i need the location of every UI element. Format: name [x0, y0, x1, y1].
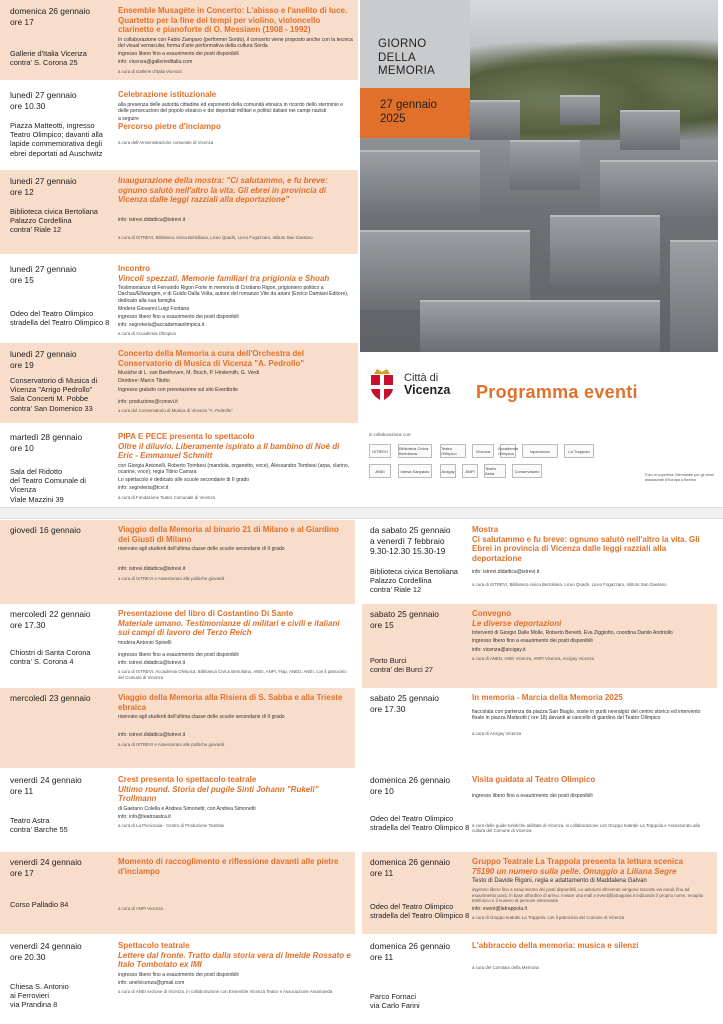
event-place: via Prandina 8 [10, 1000, 58, 1010]
event-subtitle: 75190 un numero sulla pelle. Omaggio a Liliana Segre [472, 866, 677, 876]
logo-bertoliana: Biblioteca Civica Bertoliana [398, 444, 432, 458]
event-title: Celebrazione istituzionale [118, 90, 217, 99]
event-body [472, 775, 712, 834]
logo-anei: ANEI [369, 464, 391, 478]
event-info[interactable]: info: istrevi.didattica@istrevi.it [118, 566, 186, 573]
event-time: ore 17 [10, 867, 34, 878]
event-body [118, 693, 351, 747]
event-organizer: a cura di ANPI Vicenza [118, 906, 163, 912]
event-meta [370, 693, 470, 714]
collab-label: in collaborazione con: [369, 432, 412, 437]
memorial-block [470, 100, 520, 140]
event-text: Lo spettacolo è dedicato alle scuole secondarie di II grado [118, 477, 250, 484]
event-organizer: a cura di Gallerie d'Italia Vicenza [118, 68, 182, 74]
event-card [0, 343, 358, 423]
event-body [118, 525, 351, 581]
event-time: a venerdì 7 febbraio [370, 535, 445, 546]
event-body [118, 775, 351, 829]
event-subtitle: Lettere dal fronte. Tratto dalla storia vera di Imelde Rossato e Italo Tombolato ex IMI [118, 950, 351, 970]
city-name [404, 372, 450, 396]
event-text: di Gaetano Colella e Andrea Simonetti; con Andrea Simonetti [118, 805, 256, 812]
logo-lapecionea: lapecionea [522, 444, 558, 458]
memorial-block [360, 150, 480, 220]
event-place: contra' Barche 55 [10, 825, 68, 835]
logo-teatro-olimpico: Teatro Olimpico [440, 444, 466, 458]
logo-anpi: ANPI [462, 464, 478, 478]
event-time: ore 19 [10, 359, 34, 370]
event-card [0, 0, 358, 80]
hero-title-line: GIORNO [378, 38, 427, 50]
event-place: Chiostri di Santa Corona [10, 648, 91, 657]
event-title: Gruppo Teatrale La Trappola presenta la lettura scenica [472, 857, 684, 866]
event-date: domenica 26 gennaio [370, 857, 451, 867]
event-text: Testimonianze di Fernando Rigon Forte in memoria di Cristiano Rigon, prigioniero politico a Dachau/Ellwangen, e di Guido Dalla Volta, autore del romanzo Vite da ariani (Enrico Damiani Editore), dedicato alla sua famiglia. [118, 285, 349, 304]
event-place: Porto Burci [370, 656, 407, 665]
event-info[interactable]: info: istrevi.didattica@istrevi.it [118, 732, 186, 739]
hero-photo [360, 0, 718, 352]
event-date: domenica 26 gennaio [10, 6, 91, 16]
memorial-block [560, 95, 600, 125]
event-date: martedì 28 gennaio [10, 432, 83, 442]
event-title: Crest presenta lo spettacolo teatrale [118, 775, 257, 784]
event-place: Parco Fornaci [370, 992, 417, 1001]
event-info[interactable]: info: info@teatroastra.it [118, 813, 171, 820]
memorial-block [510, 140, 580, 190]
event-title: Visita guidata al Teatro Olimpico [472, 775, 596, 784]
logo-conservatorio: Conservatorio [512, 464, 542, 478]
event-text: ingresso libero fino a esaurimento dei posti disponibili [118, 314, 239, 320]
program-header [360, 352, 718, 506]
event-text: alla presenza delle autorità cittadine ed esponenti della comunità ebraica in ricordo dello sterminio e delle persecuzioni del popolo ebraico e dei deportati militari e politici italiani nei campi nazisti [118, 101, 344, 114]
event-subtitle: Ultimo round. Storia del pugile Sinti Johann "Rukeli" Trollmann [118, 784, 319, 804]
memorial-block [420, 300, 660, 352]
event-meta [370, 941, 470, 1010]
event-text: ingresso libero fino a esaurimento dei posti disponibili [118, 971, 239, 978]
event-time: ore 10 [10, 442, 34, 453]
event-info[interactable]: info: vicenza@arcigay.it [472, 646, 526, 653]
event-card [0, 936, 355, 1024]
event-text: ingresso libero fino a esaurimento dei posti disponibili. Le adesioni all'evento vengono raccolte via email, fino ad esaurimento posti, in base all'ordine di arrivo. Inviare una mail a event@latrappola.it indicando il proprio nome, recapito telefonico e il numero di persone interessate [472, 887, 704, 904]
event-card [0, 852, 355, 934]
event-body [118, 264, 354, 337]
event-title: Mostra [472, 525, 499, 534]
event-text: Modera Giovanni Luigi Fontana [118, 305, 190, 312]
event-card [0, 604, 355, 688]
event-meta [10, 609, 110, 666]
event-meta [370, 775, 470, 832]
event-place: contra' Riale 12 [370, 584, 422, 594]
logo-accademia: Accademia Olimpica [498, 446, 518, 456]
event-title: Inaugurazione della mostra: "Ci salutammo, e fu breve: ognuno salutò nell'altro la vita. Gli ebrei in provincia di Vicenza dalle leggi razziali alla deportazione" [118, 176, 328, 205]
event-card [0, 84, 358, 166]
logo-arcigay: Arcigay [440, 464, 456, 478]
event-time: ore 11 [10, 785, 34, 796]
event-text: a seguire [118, 116, 139, 122]
event-time: ore 12 [10, 186, 34, 197]
event-card [362, 604, 717, 688]
event-body [118, 90, 354, 145]
event-text: con Giorgia Antonelli, Roberto Tombesi (mandola, organetto, voce), Alessandro Tombesi (arpa, clarino, ocarine, voce); regia Titino Carrara [118, 462, 350, 475]
event-meta [10, 525, 110, 536]
event-organizer: a cura di Gruppo teatrale La Trappola, con il patrocinio del Comune di Vicenza [472, 914, 625, 920]
event-time: ore 15 [370, 619, 394, 630]
event-text: ingresso libero fino a esaurimento dei posti disponibili [118, 651, 239, 658]
hero-title [378, 38, 435, 79]
memorial-block [600, 160, 718, 220]
event-body [118, 6, 354, 74]
event-title-secondary: Percorso pietre d'inciampo [118, 122, 221, 132]
event-organizer: a cura di ISTREVI, Biblioteca civica Bertoliana, Liceo Quadri, Liceo Fogazzaro, Istituto San Gaetano [472, 581, 667, 587]
event-subtitle: Oltre il diluvio. Liberamente ispirato a Il bambino di Noè di Eric - Emmanuel Schmitt [118, 441, 340, 461]
event-organizer: a cura delle guide turistiche abilitate di Vicenza, in collaborazione con Gruppo teatrale La Trappola e Assessorato alla cultura del Comune di Vicenza [472, 822, 700, 834]
event-text: In collaborazione con Fabio Zamparo (performer Sordo), il concerto viene proposto anche con la tecnica del visual vernacular, forma d'arte performativa della cultura Sorda [118, 36, 353, 49]
hero-date-line: 27 gennaio [380, 99, 437, 111]
event-card [362, 520, 717, 604]
event-time: ore 20.30 [10, 951, 46, 962]
event-card [362, 770, 717, 850]
event-date: lunedì 27 gennaio [10, 264, 77, 274]
event-info[interactable]: info: vicenza@gallerieditalia.com [118, 59, 193, 66]
event-place: Sala Concerti M. Pobbe [10, 394, 89, 404]
event-text: riservato agli studenti dell'ultima classe delle scuole secondarie di II grado [118, 714, 285, 721]
event-place: stradella del Teatro Olimpico 8 [370, 911, 470, 921]
event-body [472, 525, 712, 587]
event-time: ore 11 [370, 951, 394, 962]
event-title-cont: Ci salutammo e fu breve: ognuno salutò nell'altro la vita. Gli Ebrei in provincia di Vicenza dalle leggi razziali alla deportazione [472, 534, 700, 563]
event-meta [10, 941, 110, 1010]
event-place: contra' Riale 12 [10, 225, 62, 235]
top-events-column [0, 0, 358, 506]
event-organizer: a cura di ISTREVI e Assessorato alle politiche giovanili [118, 575, 225, 581]
event-title: Presentazione del libro di Costantino Di Sante [118, 609, 294, 618]
event-place: via Carlo Farini [370, 1001, 420, 1011]
event-date: lunedì 27 gennaio [10, 176, 77, 186]
event-date: domenica 26 gennaio [370, 941, 451, 951]
event-place: contra' S. Corona 4 [10, 657, 74, 667]
event-date: venerdì 24 gennaio [10, 775, 82, 785]
hero-date [380, 98, 437, 126]
event-text: Interventi di Giorgio Dalle Molle, Roberto Benetti, Eva Ziggiotto, coordina Danilo Andriollo [472, 630, 673, 637]
event-info[interactable]: info: event@latrappola.it [472, 905, 528, 912]
event-card [362, 936, 717, 1024]
hero-title-line: MEMORIA [378, 65, 436, 77]
event-organizer: a cura di Arcigay Vicenza [472, 731, 522, 736]
event-meta [10, 176, 114, 235]
memorial-block [670, 240, 718, 352]
event-meta [370, 525, 470, 594]
event-subtitle: Vincoli spezzati. Memorie familiari tra prigionia e Shoah [118, 273, 330, 283]
event-place: Piazza Matteotti, ingresso Teatro Olimpico; davanti alla lapide commemorativa degli ebrei deportati ad Auschwitz [10, 121, 103, 158]
event-place: Chiesa S. Antonio [10, 982, 69, 991]
event-text: ingresso libero fino a esaurimento dei posti disponibili [472, 792, 593, 799]
event-title: Spettacolo teatrale [118, 941, 190, 950]
event-card [0, 170, 358, 254]
event-card [0, 688, 355, 768]
logo-la-trappola: La Trappola [564, 444, 594, 458]
event-title: In memoria - Marcia della Memoria 2025 [472, 693, 623, 702]
event-body [118, 176, 354, 240]
event-organizer: a cura dell'Amministrazione comunale di Vicenza [118, 139, 214, 145]
city-crest-icon [369, 368, 395, 402]
citta-di-label: Città di [404, 372, 439, 384]
event-place: stradella del Teatro Olimpico 8 [370, 823, 470, 833]
event-info[interactable]: info: anelvicenza@gmail.com [118, 979, 185, 986]
event-title: Concerto della Memoria a cura dell'Orchestra del Conservatorio di Musica di Vicenza "A. Pedrollo" [118, 349, 305, 368]
event-date: lunedì 27 gennaio [10, 90, 77, 100]
event-date: mercoledì 22 gennaio [10, 609, 91, 619]
event-body [472, 941, 712, 970]
event-body [118, 857, 351, 912]
event-time: ore 17 [10, 16, 34, 27]
memorial-block [360, 230, 530, 310]
event-text: ingresso libero fino a esaurimento dei posti disponibili [118, 51, 239, 58]
event-meta [10, 90, 114, 158]
event-subtitle: Materiale umano. Testimonianze di militari e civili e italiani sui campi di lavoro del Terzo Reich [118, 618, 340, 638]
event-title: L'abbraccio della memoria: musica e silenzi [472, 941, 639, 950]
event-title: Convegno [472, 609, 512, 618]
event-place: del Teatro Comunale di Vicenza [10, 476, 86, 495]
event-place: contra' San Domenico 33 [10, 403, 93, 413]
event-organizer: a cura di ISTREVI, Biblioteca civica Bertoliana, Liceo Quadri, Liceo Fogazzaro, Istituto San Gaetano [118, 234, 313, 240]
event-place: Teatro Astra [10, 816, 50, 825]
event-date: giovedì 16 gennaio [10, 525, 81, 535]
event-body [472, 609, 712, 661]
event-time: ore 11 [370, 867, 394, 878]
event-meta [370, 857, 470, 920]
event-info[interactable]: info: segreteria@accademiaolimpica.it [118, 322, 205, 329]
event-title: Incontro [118, 264, 150, 273]
event-subtitle: Le diverse deportazioni [472, 618, 562, 628]
event-card [362, 688, 717, 768]
logo-istrevi: ISTREVI [369, 444, 391, 458]
event-title: Ensemble Musagète in Concerto: L'abisso e l'anelito di luce. Quartetto per la fine dei tempi per violino, violoncello clarinetto e pianoforte di O. Messiaen (1908 - 1992) [118, 6, 348, 35]
event-date: venerdì 24 gennaio [10, 941, 82, 951]
event-place: Odeo del Teatro Olimpico [10, 309, 94, 318]
event-organizer: a cura del Comitato della Memoria [472, 964, 539, 970]
event-time: ore 17.30 [370, 703, 406, 714]
event-meta [10, 264, 114, 327]
hero-date-line: 2025 [380, 113, 406, 125]
event-info[interactable]: info: produzione@consvi.it [118, 398, 178, 405]
event-place: Odeo del Teatro Olimpico [370, 814, 454, 823]
event-meta [10, 693, 110, 704]
event-title: PIPA E PECE presenta lo spettacolo [118, 432, 255, 441]
event-organizer: a cura di Fondazione Teatro Comunale di Vicenza [118, 494, 215, 500]
event-text: ingresso libero fino a esaurimento dei posti disponibili [472, 638, 593, 645]
logo-intesa-sanpaolo: Intesa Sanpaolo [398, 464, 432, 478]
event-place: Viale Mazzini 39 [10, 494, 64, 504]
event-title: Momento di raccoglimento e riflessione davanti alle pietre d'inciampo [118, 857, 339, 876]
event-card [0, 520, 355, 604]
event-place: Corso Palladio 84 [10, 900, 69, 909]
event-body [118, 941, 351, 995]
event-meta [370, 609, 470, 674]
event-place: Conservatorio di Musica di Vicenza "Arrigo Pedrollo" [10, 376, 98, 395]
event-place: Palazzo Cordellina [10, 216, 72, 226]
event-date: domenica 26 gennaio [370, 775, 451, 785]
logo-vicenza: Vicenza [472, 444, 494, 458]
event-text: riservato agli studenti dell'ultima classe delle scuole secondarie di II grado [118, 546, 285, 553]
event-hours: 9.30-12.30 15.30-19 [370, 546, 446, 556]
event-info[interactable]: info: segreteria@tcvi.it [118, 485, 169, 492]
hero-title-line: DELLA [378, 51, 416, 64]
event-body [118, 609, 351, 680]
event-organizer: a cura del Conservatorio di Musica di Vicenza "A. Pedrollo" [118, 408, 233, 413]
event-place: Sala del Ridotto [10, 467, 63, 476]
event-organizer: a cura di Accademia Olimpica [118, 331, 176, 337]
event-info[interactable]: info: istrevi.didattica@istrevi.it [472, 569, 540, 576]
event-text: Musiche di L. van Beethoven, M. Bruch, P. Hindemith, G. Verdi [118, 370, 260, 377]
event-place: Biblioteca civica Bertoliana [370, 566, 458, 576]
event-card [0, 426, 358, 506]
event-time: ore 15 [10, 274, 34, 285]
event-date: lunedì 27 gennaio [10, 349, 77, 359]
event-meta [10, 432, 114, 504]
city-label: Vicenza [404, 383, 451, 397]
event-body [118, 432, 354, 500]
event-card [0, 770, 355, 850]
event-body [118, 349, 354, 413]
event-title: Viaggio della Memoria alla Risiera di S. Sabba e alla Trieste ebraica [118, 693, 343, 712]
event-info[interactable]: info: istrevi.didattica@istrevi.it [118, 660, 186, 667]
event-organizer: a cura di La Piccionaia - Centro di Produzione Teatrale [118, 823, 225, 829]
event-date: da sabato 25 gennaio [370, 525, 451, 535]
date-box [360, 88, 470, 138]
event-time: ore 17.30 [10, 619, 46, 630]
event-text: modera Antonio Spinelli [118, 639, 172, 646]
event-place: contra' S. Corona 25 [10, 58, 78, 68]
memorial-block [550, 215, 660, 285]
event-meta [10, 349, 114, 413]
event-date: sabato 25 gennaio [370, 609, 439, 619]
logo-teatro-astra: Teatro Astra [484, 464, 506, 478]
event-text: fiaccolata con partenza da piazza San Biagio, soste in punti nevralgici del centro storico ed intervento finale in piazza Matteotti ( ore 18) davanti al cancello di giardino del Teatro Olimpico [472, 708, 701, 721]
event-place: ai Ferrovieri [10, 991, 50, 1001]
event-card [362, 852, 717, 934]
title-box [360, 0, 470, 88]
event-time: ore 10.30 [10, 100, 46, 111]
event-place: Biblioteca civica Bertoliana [10, 207, 98, 216]
event-organizer: a cura di ISTREVI e Assessorato alle politiche giovanili [118, 741, 225, 747]
memorial-block [620, 110, 680, 150]
event-info[interactable]: info: istrevi.didattica@istrevi.it [118, 216, 186, 223]
event-organizer: a cura di ISTREVI, Accademia Olimpica, Biblioteca Civica Bertoliana, ANEI, ANPI, Fiap, ANED, ANEI, con il patrocinio del Comune di Vicenza [118, 669, 347, 680]
event-time: ore 10 [370, 785, 394, 796]
event-place: stradella del Teatro Olimpico 8 [10, 318, 110, 328]
program-title: Programma eventi [476, 382, 638, 402]
event-meta [10, 6, 114, 67]
event-text: Ingresso gratuito con prenotazione sul sito Eventbrite [118, 386, 239, 393]
event-meta [10, 857, 110, 909]
event-date: mercoledì 23 gennaio [10, 693, 91, 703]
event-place: Odeo del Teatro Olimpico [370, 902, 454, 911]
section-divider [0, 507, 723, 519]
event-place: contra' dei Burci 27 [370, 665, 434, 675]
event-organizer: a cura di ANED, ANEI Vicenza, ANPI Vicenza, Arcigay Vicenza [472, 655, 595, 661]
photo-credit: Foto di copertina: Memoriale per gli ebrei assassinati d'Europa a Berlino [645, 473, 715, 482]
event-organizer: a cura di ANEI sezione di Vicenza, in collaborazione con Ensemble Vicenza Teatro e Associazione Arsamanda [118, 989, 333, 995]
event-place: Palazzo Cordellina [370, 575, 432, 585]
event-date: sabato 25 gennaio [370, 693, 439, 703]
event-text: Testo di Davide Rigoni, regia e adattamento di Maddalena Galvan [472, 878, 647, 885]
event-title: Viaggio della Memoria al binario 21 di Milano e al Giardino dei Giusti di Milano [118, 525, 339, 544]
event-meta [10, 775, 110, 834]
event-card [0, 258, 358, 340]
event-text: Direttore: Marco Titotto [118, 378, 170, 385]
event-date: venerdì 24 gennaio [10, 857, 82, 867]
event-body [472, 693, 712, 736]
event-body [472, 857, 712, 920]
event-place: Gallerie d'Italia Vicenza [10, 49, 87, 58]
